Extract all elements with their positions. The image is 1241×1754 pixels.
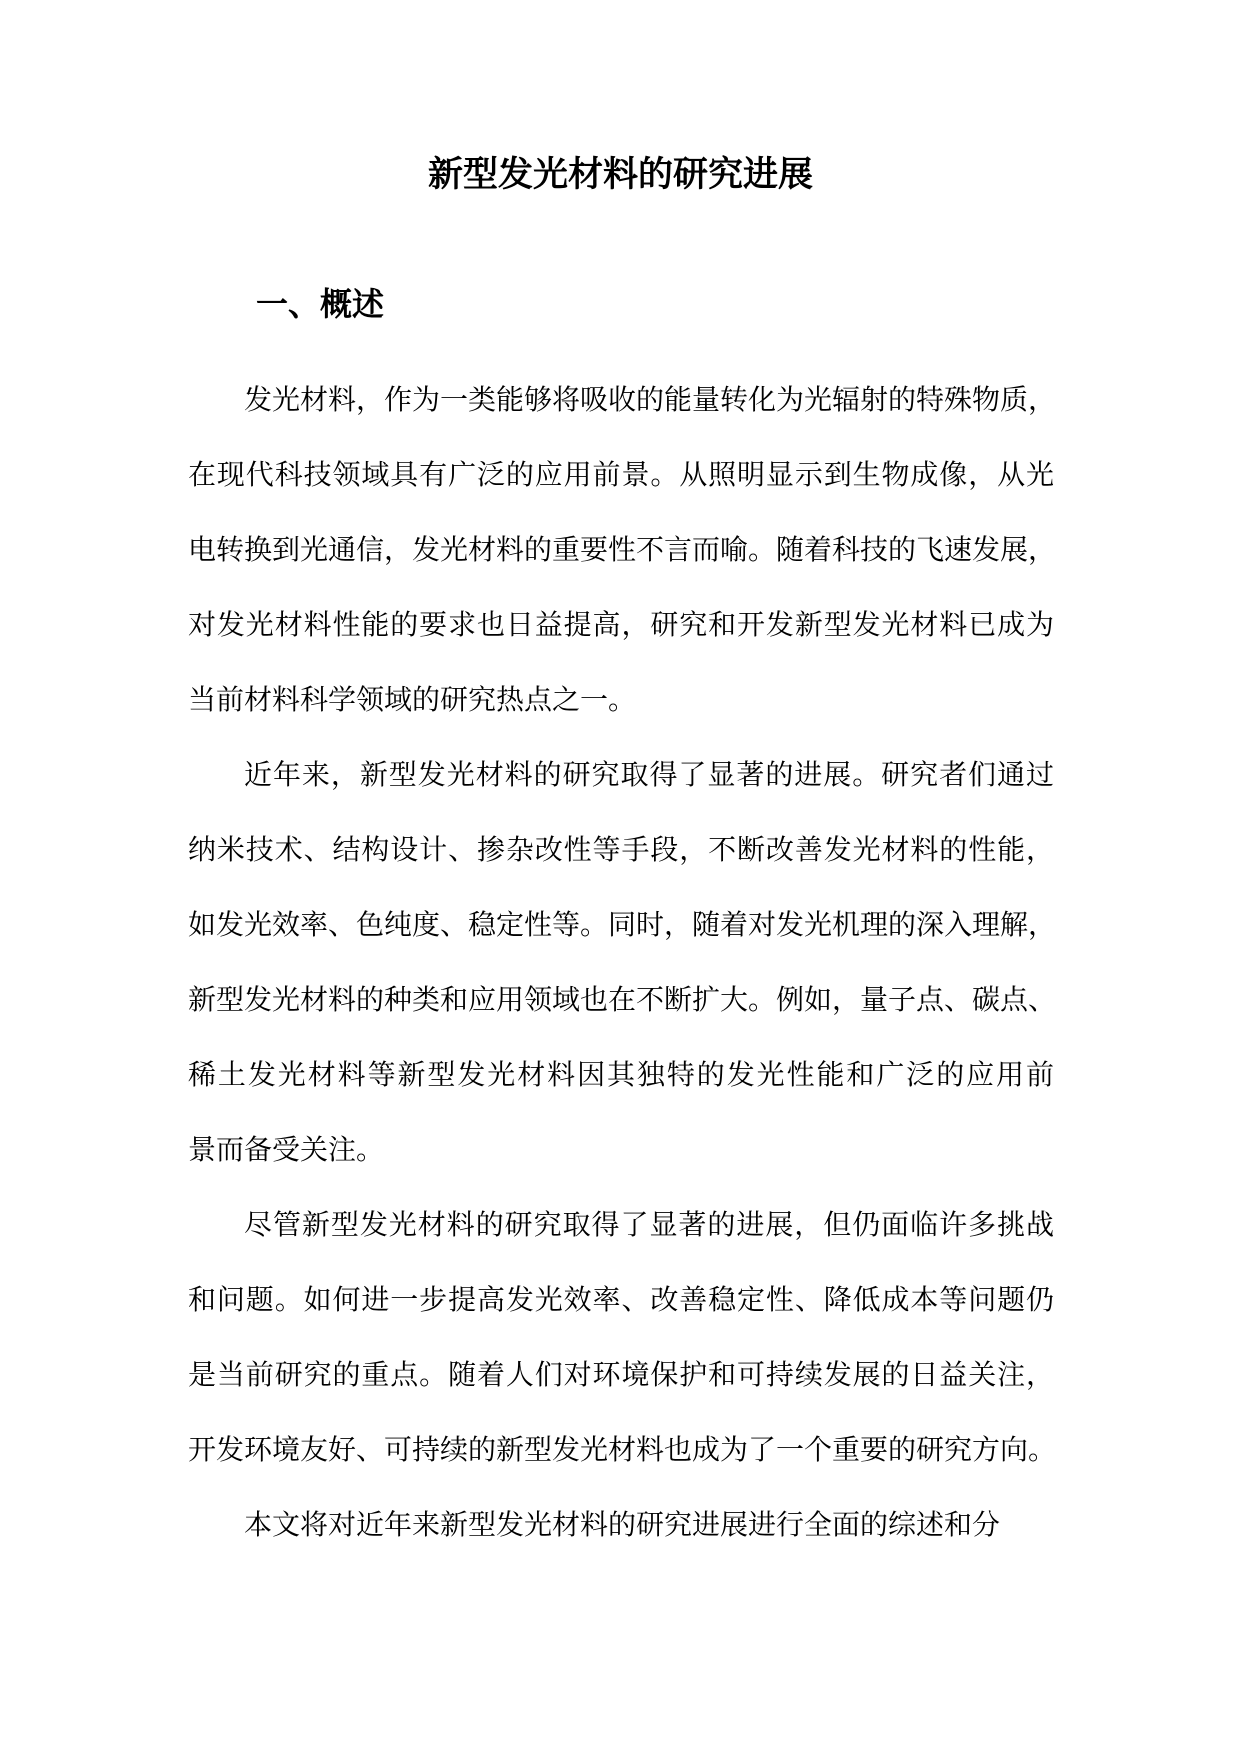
- paragraph: [188, 362, 1057, 737]
- text-line: 对发光材料性能的要求也日益提高，研究和开发新型发光材料已成为: [188, 608, 1054, 641]
- text-line: 新型发光材料的种类和应用领域也在不断扩大。例如，量子点、碳点、: [188, 983, 1057, 1016]
- paragraph: [188, 1187, 1057, 1487]
- text-line: 如发光效率、色纯度、稳定性等。同时，随着对发光机理的深入理解，: [188, 908, 1057, 941]
- section-heading: 一、概述: [256, 285, 385, 323]
- text-line: 尽管新型发光材料的研究取得了显著的进展，但仍面临许多挑战: [244, 1208, 1054, 1241]
- document-body: [188, 362, 1057, 1562]
- text-line: 近年来，新型发光材料的研究取得了显著的进展。研究者们通过: [244, 758, 1054, 791]
- text-line: 发光材料，作为一类能够将吸收的能量转化为光辐射的特殊物质，: [244, 383, 1057, 416]
- text-line: 在现代科技领域具有广泛的应用前景。从照明显示到生物成像，从光: [188, 458, 1054, 491]
- paragraph: [188, 737, 1057, 1187]
- document-title: 新型发光材料的研究进展: [427, 154, 813, 195]
- text-line: 当前材料科学领域的研究热点之一。: [188, 683, 637, 716]
- text-line: 景而备受关注。: [188, 1133, 385, 1166]
- text-line: 电转换到光通信，发光材料的重要性不言而喻。随着科技的飞速发展，: [188, 533, 1057, 566]
- text-line: 开发环境友好、可持续的新型发光材料也成为了一个重要的研究方向。: [188, 1433, 1057, 1466]
- text-line: 是当前研究的重点。随着人们对环境保护和可持续发展的日益关注，: [188, 1358, 1054, 1391]
- text-line: 和问题。如何进一步提高发光效率、改善稳定性、降低成本等问题仍: [188, 1283, 1054, 1316]
- text-line: 本文将对近年来新型发光材料的研究进展进行全面的综述和分: [244, 1508, 1001, 1541]
- text-line: 纳米技术、结构设计、掺杂改性等手段，不断改善发光材料的性能，: [188, 833, 1054, 866]
- paragraph: [188, 1487, 1054, 1562]
- text-line: 稀土发光材料等新型发光材料因其独特的发光性能和广泛的应用前: [188, 1058, 1054, 1091]
